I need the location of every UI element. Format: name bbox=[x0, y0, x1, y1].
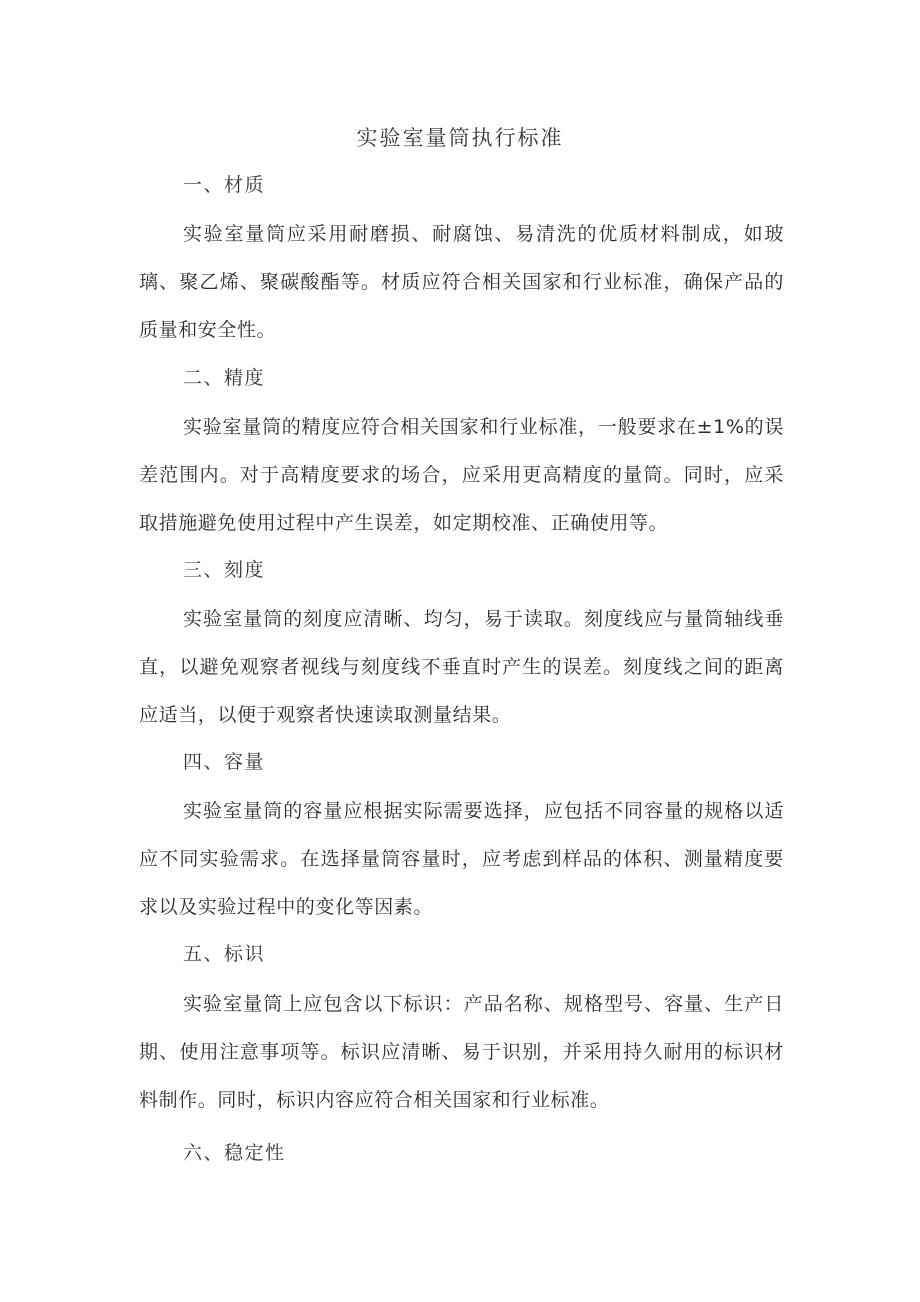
document-title: 实验室量筒执行标准 bbox=[356, 126, 564, 150]
section-heading-marking: 五、标识 bbox=[183, 943, 266, 965]
section-heading-scale: 三、刻度 bbox=[183, 559, 266, 581]
section-heading-stability: 六、稳定性 bbox=[183, 1142, 286, 1164]
section-body-scale: 实验室量筒的刻度应清晰、均匀，易于读取。刻度线应与量筒轴线垂直，以避免观察者视线与刻度线不垂直时产生的误差。刻度线之间的距离应适当，以便于观察者快速读取测量结果。 bbox=[139, 608, 784, 726]
section-body-material: 实验室量筒应采用耐磨损、耐腐蚀、易清洗的优质材料制成，如玻璃、聚乙烯、聚碳酸酯等。材质应符合相关国家和行业标准，确保产品的质量和安全性。 bbox=[139, 223, 784, 341]
section-body-capacity: 实验室量筒的容量应根据实际需要选择，应包括不同容量的规格以适应不同实验需求。在选择量筒容量时，应考虑到样品的体积、测量精度要求以及实验过程中的变化等因素。 bbox=[139, 800, 784, 918]
section-heading-material: 一、材质 bbox=[183, 174, 266, 196]
section-body-precision: 实验室量筒的精度应符合相关国家和行业标准，一般要求在±1%的误差范围内。对于高精度要求的场合，应采用更高精度的量筒。同时，应采取措施避免使用过程中产生误差，如定期校准、正确使用等。 bbox=[139, 416, 784, 534]
section-heading-precision: 二、精度 bbox=[183, 367, 266, 389]
section-body-marking: 实验室量筒上应包含以下标识：产品名称、规格型号、容量、生产日期、使用注意事项等。标识应清晰、易于识别，并采用持久耐用的标识材料制作。同时，标识内容应符合相关国家和行业标准。 bbox=[139, 993, 784, 1111]
section-heading-capacity: 四、容量 bbox=[183, 751, 266, 773]
